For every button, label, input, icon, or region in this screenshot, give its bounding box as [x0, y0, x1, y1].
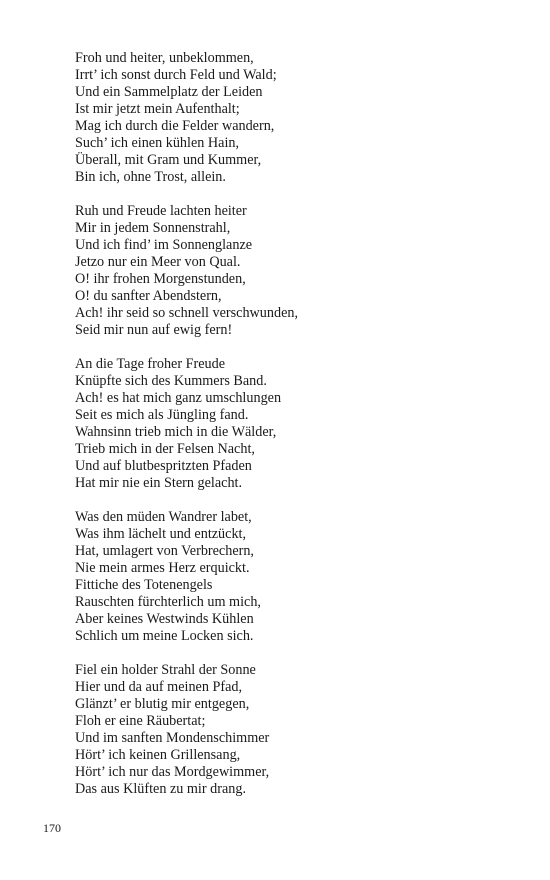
poem-line: Seit es mich als Jüngling fand.	[75, 407, 249, 423]
poem-line: Und ich find’ im Sonnenglanze	[75, 237, 253, 253]
poem-line: Das aus Klüften zu mir drang.	[75, 781, 246, 797]
poem-line: Ruh und Freude lachten heiter	[75, 203, 247, 219]
poem-line: Hört’ ich nur das Mordgewimmer,	[75, 764, 270, 780]
stanza-5	[75, 662, 515, 798]
poem-line: Und im sanften Mondenschimmer	[75, 730, 270, 746]
poem-line: Irrt’ ich sonst durch Feld und Wald;	[75, 67, 277, 83]
poem-line: Knüpfte sich des Kummers Band.	[75, 373, 267, 389]
poem-line: Such’ ich einen kühlen Hain,	[75, 135, 240, 151]
poem-line: Floh er eine Räubertat;	[75, 713, 206, 729]
page-number: 170	[43, 821, 61, 835]
poem-line: Überall, mit Gram und Kummer,	[75, 152, 262, 168]
stanza-2	[75, 203, 515, 339]
poem-line: Trieb mich in der Felsen Nacht,	[75, 441, 255, 457]
poem-line: Hat mir nie ein Stern gelacht.	[75, 475, 243, 491]
poem-line: Froh und heiter, unbeklommen,	[75, 50, 254, 66]
poem-line: Ach! es hat mich ganz umschlungen	[75, 390, 282, 406]
poem-line: Mag ich durch die Felder wandern,	[75, 118, 275, 134]
poem-line: Was ihm lächelt und entzückt,	[75, 526, 247, 542]
poem-line: Rauschten fürchterlich um mich,	[75, 594, 261, 610]
poem-line: Und ein Sammelplatz der Leiden	[75, 84, 263, 100]
poem-line: Glänzt’ er blutig mir entgegen,	[75, 696, 250, 712]
poem-line: Ist mir jetzt mein Aufenthalt;	[75, 101, 240, 117]
poem-line: Was den müden Wandrer labet,	[75, 509, 252, 525]
poem-line: Seid mir nun auf ewig fern!	[75, 322, 233, 338]
poem-line: Hat, umlagert von Verbrechern,	[75, 543, 254, 559]
poem-line: O! ihr frohen Morgenstunden,	[75, 271, 246, 287]
poem-line: Bin ich, ohne Trost, allein.	[75, 169, 226, 185]
poem-line: Hört’ ich keinen Grillensang,	[75, 747, 241, 763]
poem	[75, 50, 515, 815]
poem-line: Ach! ihr seid so schnell verschwunden,	[75, 305, 299, 321]
poem-line: Fittiche des Totenengels	[75, 577, 213, 593]
poem-line: Fiel ein holder Strahl der Sonne	[75, 662, 256, 678]
poem-line: Schlich um meine Locken sich.	[75, 628, 254, 644]
poem-line: Und auf blutbespritzten Pfaden	[75, 458, 252, 474]
poem-line: Jetzo nur ein Meer von Qual.	[75, 254, 241, 270]
stanza-3	[75, 356, 515, 492]
stanza-1	[75, 50, 515, 186]
stanza-4	[75, 509, 515, 645]
poem-line: Wahnsinn trieb mich in die Wälder,	[75, 424, 277, 440]
poem-line: O! du sanfter Abendstern,	[75, 288, 222, 304]
poem-line: Hier und da auf meinen Pfad,	[75, 679, 243, 695]
poem-line: Mir in jedem Sonnenstrahl,	[75, 220, 231, 236]
poem-line: Aber keines Westwinds Kühlen	[75, 611, 254, 627]
poem-line: Nie mein armes Herz erquickt.	[75, 560, 250, 576]
poem-line: An die Tage froher Freude	[75, 356, 226, 372]
